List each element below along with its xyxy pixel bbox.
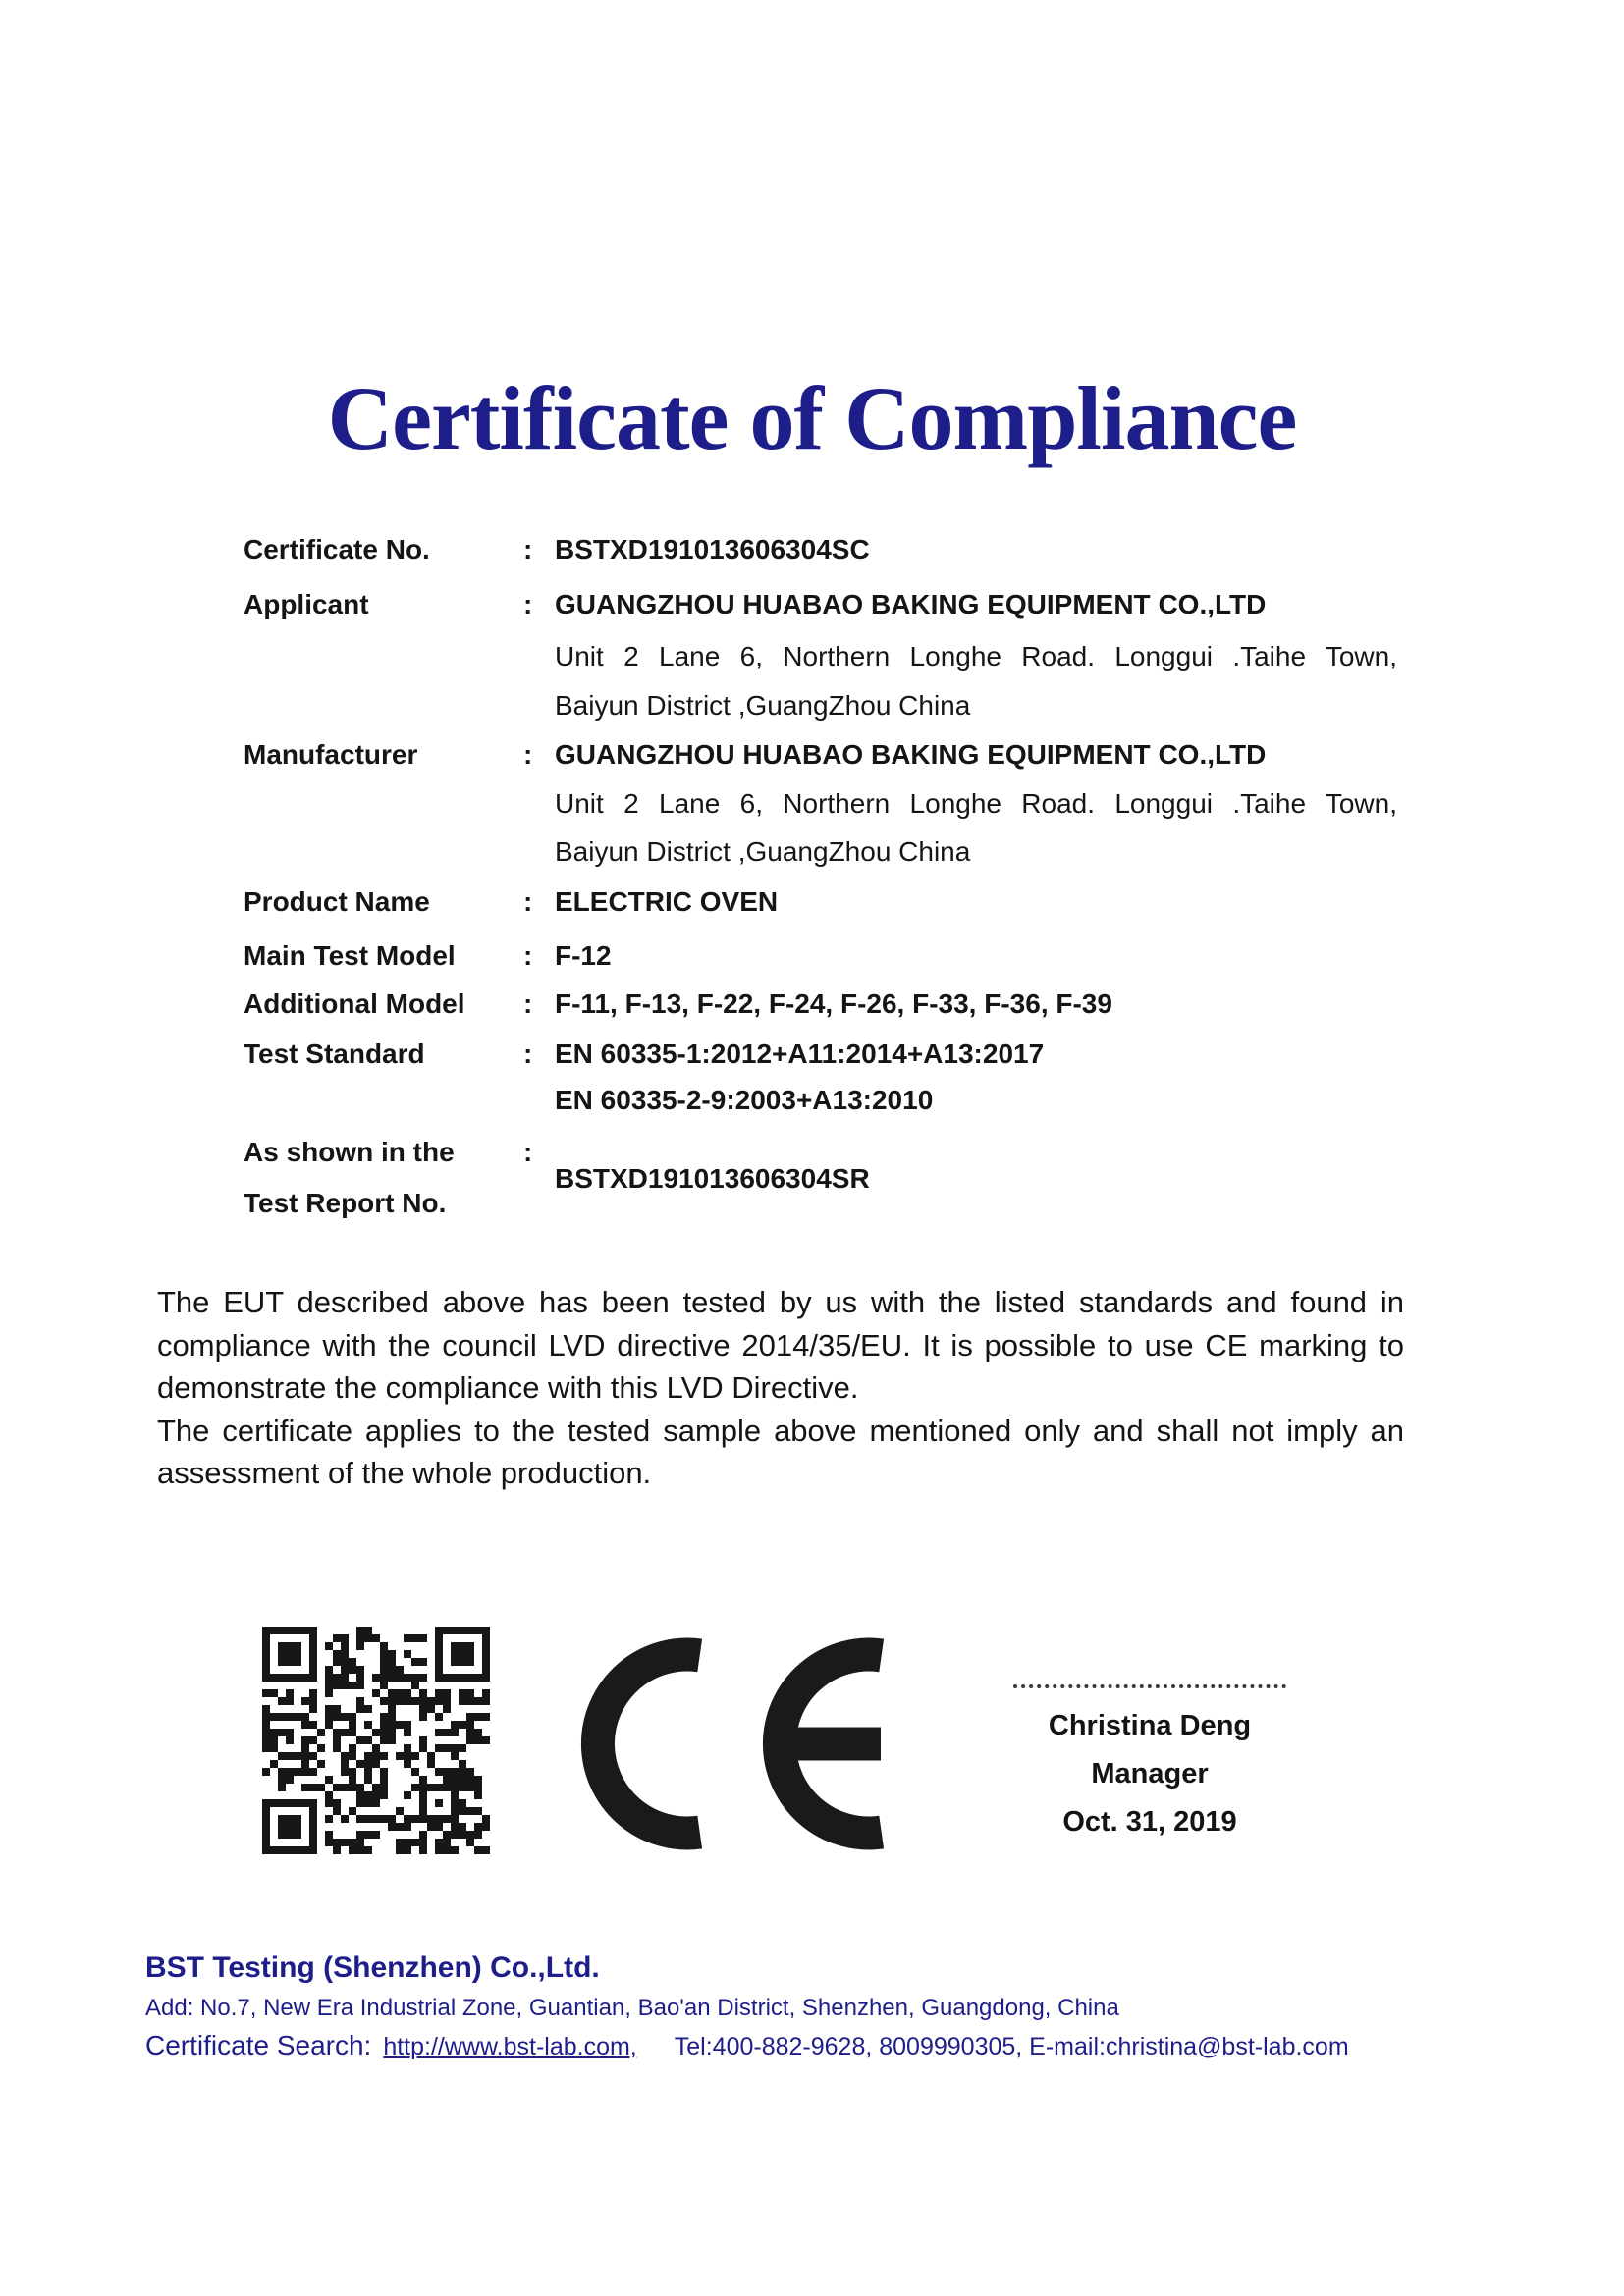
field-row-certificate-no (244, 534, 1406, 573)
address-text: Unit 2 Lane 6, Northern Longhe Road. Longgui .Taihe Town, (555, 641, 1397, 671)
ce-mark-icon (568, 1628, 892, 1863)
field-label-additional-model: Additional Model (244, 988, 465, 1019)
field-colon: : (523, 534, 533, 564)
field-value-test-standard-1: EN 60335-1:2012+A11:2014+A13:2017 (555, 1039, 1045, 1069)
field-row-main-test-model (244, 940, 1406, 980)
page-title: Certificate of Compliance (327, 368, 1297, 468)
manufacturer-address-line-2 (555, 836, 1397, 868)
field-colon: : (523, 988, 533, 1019)
address-text: Unit 2 Lane 6, Northern Longhe Road. Longgui .Taihe Town, (555, 788, 1397, 819)
address-text: Baiyun District ,GuangZhou China (555, 836, 971, 867)
field-value-product-name: ELECTRIC OVEN (555, 886, 779, 917)
field-row-manufacturer (244, 739, 1406, 778)
field-row-test-report-label2 (244, 1188, 1406, 1227)
footer-contact-info: Tel:400-882-9628, 8009990305, E-mail:christina@bst-lab.com (674, 2033, 1349, 2060)
field-colon: : (523, 940, 533, 971)
address-text: Baiyun District ,GuangZhou China (555, 690, 971, 721)
field-value-main-test-model: F-12 (555, 940, 612, 971)
field-row-applicant (244, 589, 1406, 628)
field-value-applicant: GUANGZHOU HUABAO BAKING EQUIPMENT CO.,LTD (555, 589, 1267, 619)
field-colon: : (523, 886, 533, 917)
field-row-test-standard (244, 1039, 1406, 1078)
signatory-name: Christina Deng (1048, 1710, 1252, 1741)
field-colon: : (523, 589, 533, 619)
signatory-title: Manager (1091, 1758, 1209, 1789)
qr-code-icon (262, 1627, 490, 1854)
field-label-manufacturer: Manufacturer (244, 739, 418, 770)
field-colon: : (523, 739, 533, 770)
field-row-test-standard-line2 (244, 1085, 1406, 1124)
manufacturer-address-line-1 (555, 788, 1397, 820)
field-label-test-report-2: Test Report No. (244, 1188, 447, 1218)
field-value-manufacturer: GUANGZHOU HUABAO BAKING EQUIPMENT CO.,LTD (555, 739, 1267, 770)
field-value-certificate-no: BSTXD191013606304SC (555, 534, 870, 564)
field-label-test-standard: Test Standard (244, 1039, 425, 1069)
signature-block (984, 1684, 1316, 1846)
footer-search-row (145, 2030, 1349, 2061)
footer-company-address: Add: No.7, New Era Industrial Zone, Guantian, Bao'an District, Shenzhen, Guangdong, China (145, 1995, 1119, 2021)
certificate-search-label: Certificate Search: (145, 2030, 372, 2060)
field-value-test-standard-2: EN 60335-2-9:2003+A13:2010 (555, 1085, 934, 1115)
field-row-product-name (244, 886, 1406, 926)
field-label-product-name: Product Name (244, 886, 430, 917)
field-label-applicant: Applicant (244, 589, 369, 619)
field-value-additional-model: F-11, F-13, F-22, F-24, F-26, F-33, F-36, F-39 (555, 988, 1112, 1019)
applicant-address-line-2 (555, 690, 1397, 721)
signature-dotted-line (1013, 1684, 1286, 1688)
statement-paragraph-1: The EUT described above has been tested by us with the listed standards and found in compliance with the council LVD directive 2014/35/EU. It is possible to use CE marking to demonstrate the compliance with this LVD Directive. (157, 1285, 1404, 1405)
field-label-main-test-model: Main Test Model (244, 940, 456, 971)
field-label-certificate-no: Certificate No. (244, 534, 430, 564)
field-colon: : (523, 1137, 533, 1167)
signature-date: Oct. 31, 2019 (1062, 1806, 1237, 1838)
field-value-test-report: BSTXD191013606304SR (555, 1163, 870, 1194)
compliance-statement (157, 1281, 1404, 1495)
field-row-additional-model (244, 988, 1406, 1028)
statement-paragraph-2: The certificate applies to the tested sample above mentioned only and shall not imply an assessment of the whole production. (157, 1413, 1404, 1490)
applicant-address-line-1 (555, 641, 1397, 672)
footer-company-name: BST Testing (Shenzhen) Co.,Ltd. (145, 1951, 600, 1984)
field-colon: : (523, 1039, 533, 1069)
field-label-test-report-1: As shown in the (244, 1137, 455, 1167)
certificate-search-link[interactable]: http://www.bst-lab.com, (383, 2033, 637, 2060)
